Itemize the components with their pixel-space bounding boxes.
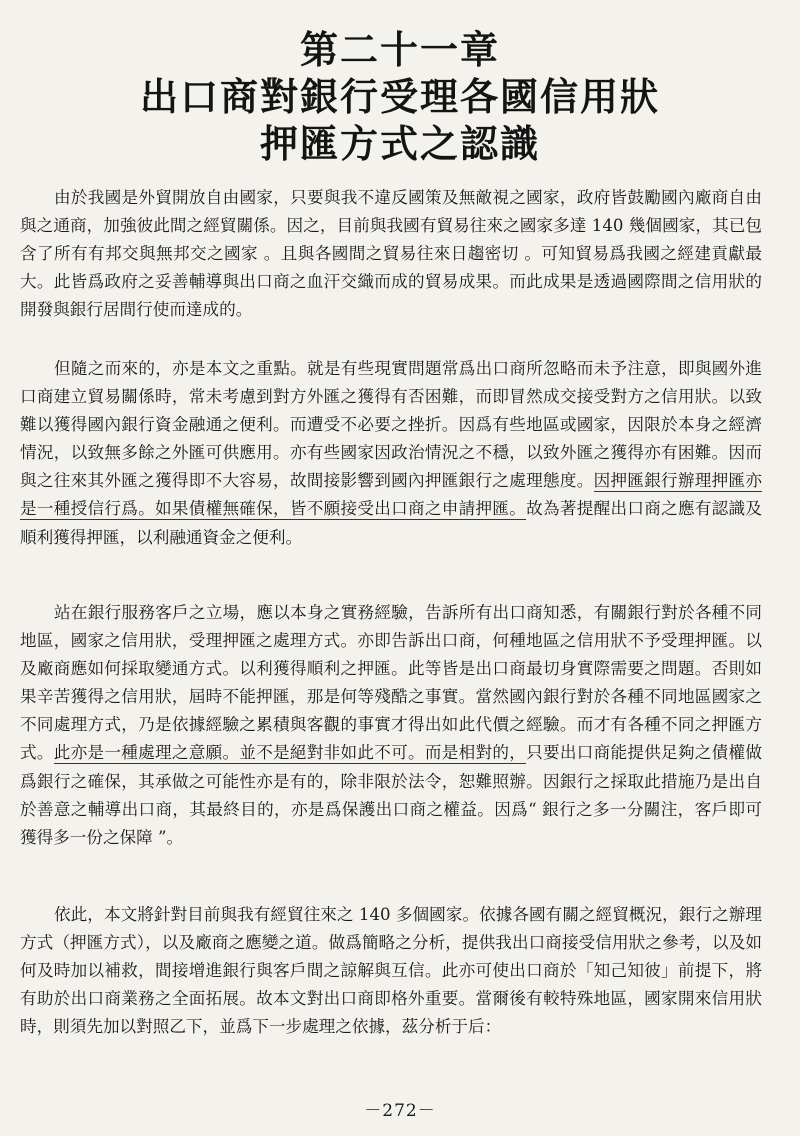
page-number: －272－ <box>364 1101 436 1121</box>
chapter-heading <box>0 26 800 168</box>
paragraph-4-block <box>20 901 762 1041</box>
paragraph-3-block <box>20 599 762 852</box>
paragraph-1: 由於我國是外貿開放自由國家，只要與我不違反國策及無敵視之國家，政府皆鼓勵國內廠商自由與之通商，加強彼此間之經貿關係。因之，目前與我國有貿易往來之國家多達 140 幾個國家，其已包含了所有有邦交與無邦交之國家 。且與各國間之貿易往來日趨密切 。可知貿易爲我國之經建貢獻最大。此皆爲政府之妥善輔導與出口商之血汗交織而成的貿易成果。而此成果是透過國際間之信用狀的開發與銀行居間行使而達成的。 <box>20 188 762 320</box>
paragraph-2-text-a: 但隨之而來的，亦是本文之重點。就是有些現實問題常爲出口商所忽略而未予注意，即與國外進口商建立貿易關係時，常未考慮到對方外匯之獲得有否困難，而即冒然成交接受對方之信用狀。以致難以獲得國內銀行資金融通之便利。而遭受不必要之挫折。因爲有些地區或國家，因限於本身之經濟情況，以致無多餘之外匯可供應用。亦有些國家因政治情況之不穩，以致外匯之獲得亦有困難。因而與之往來其外匯之獲得即不大容易，故間接影響到國內押匯銀行之處理態度。 <box>20 359 762 491</box>
chapter-number: 第二十一章 <box>299 28 500 72</box>
paragraph-1-block <box>20 184 762 324</box>
paragraph-2-text-c: 故為著提醒出口商之應有認識及順利獲得押匯，以利融通資金之便利。 <box>20 499 763 547</box>
paragraph-3-underlined-text: 此亦是一種處理之意願。並不是絕對非如此不可。而是相對的， <box>53 743 527 763</box>
paragraph-4: 依此，本文將針對目前與我有經貿往來之 140 多個國家。依據各國有關之經貿概況，銀行之辦理方式（押匯方式），以及廠商之應變之道。做爲簡略之分析，提供我出口商接受信用狀之參考，以及如何及時加以補救，間接增進銀行與客戶間之諒解與互信。此亦可使出口商於「知己知彼」前提下，將有助於出口商業務之全面拓展。故本文對出口商即格外重要。當爾後有較特殊地區，國家開來信用狀時，則須先加以對照乙下，並爲下一步處理之依據，茲分析于后： <box>20 905 762 1037</box>
paragraph-2 <box>20 355 762 552</box>
paragraph-3 <box>20 599 762 852</box>
paragraph-3-text-a: 站在銀行服務客戶之立場，應以本身之實務經驗，告訴所有出口商知悉，有關銀行對於各種不同地區，國家之信用狀，受理押匯之處理方式。亦即告訴出口商，何種地區之信用狀不予受理押匯。以及廠商應如何採取變通方式。以利獲得順利之押匯。此等皆是出口商最切身實際需要之問題。否則如果辛苦獲得之信用狀，屆時不能押匯，那是何等殘酷之事實。當然國內銀行對於各種不同地區國家之不同處理方式，乃是依據經驗之累積與客觀的事實才得出如此代價之經驗。而才有各種不同之押匯方式。 <box>20 603 762 763</box>
paragraph-2-underlined-text: 因押匯銀行辦理押匯亦是一種授信行爲。如果債權無確保，皆不願接受出口商之申請押匯。 <box>20 471 763 519</box>
paragraph-3-text-c: 只要出口商能提供足夠之債權做爲銀行之確保，其承做之可能性亦是有的，除非限於法令，恕難照辦。因銀行之採取此措施乃是出自於善意之輔導出口商，其最終目的，亦是爲保護出口商之權益。因爲“ 銀行之多一分關注，客戶即可獲得多一份之保障 ”。 <box>20 743 763 847</box>
paragraph-2-block <box>20 355 762 552</box>
chapter-title-line-1: 出口商對銀行受理各國信用狀 <box>139 75 660 119</box>
chapter-title-line-2: 押匯方式之認識 <box>259 122 540 166</box>
